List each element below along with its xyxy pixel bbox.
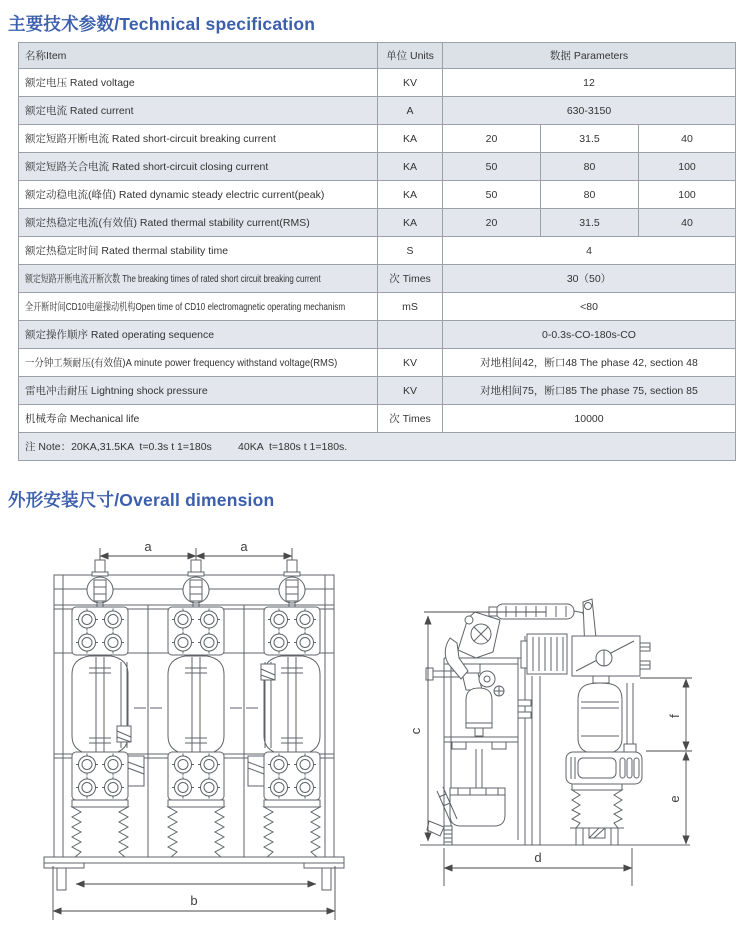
spec-value-cell: 630-3150 [443, 97, 736, 125]
spec-units-cell: KA [378, 125, 443, 153]
spec-item-text: 一分钟工频耐压(有效值)A minute power frequency withstand voltage(RMS) [25, 357, 338, 369]
spec-row [19, 69, 736, 97]
spec-item-cell [19, 153, 378, 181]
spec-value-cell: 10000 [443, 405, 736, 433]
spec-item-text: 额定热稳定时间 Rated thermal stability time [25, 245, 229, 257]
spec-item-cell [19, 377, 378, 405]
spec-units-cell: KA [378, 153, 443, 181]
spec-row [19, 321, 736, 349]
spec-value-cell: 100 [639, 181, 736, 209]
spec-units-cell: KV [378, 349, 443, 377]
dimension-f [640, 678, 692, 751]
spec-row [19, 153, 736, 181]
spec-item-text: 雷电冲击耐压 Lightning shock pressure [25, 385, 208, 397]
spec-item-cell [19, 265, 378, 293]
page-title-overall-dimension: 外形安装尺寸/Overall dimension [8, 490, 275, 510]
spec-value-cell: 80 [541, 153, 639, 181]
spec-units-cell: KA [378, 209, 443, 237]
spec-units-cell: S [378, 237, 443, 265]
dim-label-d: d [534, 850, 542, 865]
spec-row [19, 237, 736, 265]
spec-value-cell: <80 [443, 293, 736, 321]
spec-units-cell: KA [378, 181, 443, 209]
spec-item-cell [19, 181, 378, 209]
spec-row [19, 349, 736, 377]
dim-label-b: b [190, 893, 198, 908]
spec-value-cell: 50 [443, 181, 541, 209]
table-note: 注 Note：20KA,31.5KA t=0.3s t 1=180s 40KA t=180s t 1=180s. [19, 433, 736, 461]
spec-item-text: 额定短路关合电流 Rated short-circuit closing current [25, 161, 269, 173]
spec-item-cell [19, 321, 378, 349]
spec-item-cell [19, 125, 378, 153]
spec-table [18, 42, 736, 461]
spec-value-cell: 40 [639, 209, 736, 237]
side-view-drawing [405, 585, 705, 895]
spec-item-cell [19, 405, 378, 433]
spec-value-cell: 40 [639, 125, 736, 153]
table-note-row [19, 433, 736, 461]
spec-value-cell: 31.5 [541, 209, 639, 237]
header-parameters: 数据 Parameters [443, 43, 736, 69]
spec-units-cell: KV [378, 377, 443, 405]
spec-row [19, 377, 736, 405]
spec-value-cell: 31.5 [541, 125, 639, 153]
spec-row [19, 97, 736, 125]
front-view-drawing [30, 540, 350, 932]
spec-units-cell: 次 Times [378, 405, 443, 433]
spec-header-row [19, 43, 736, 69]
spec-value-cell: 20 [443, 209, 541, 237]
dim-label-c: c [408, 727, 423, 735]
spec-value-cell: 30（50） [443, 265, 736, 293]
spec-value-cell: 50 [443, 153, 541, 181]
spec-value-cell: 4 [443, 237, 736, 265]
header-item: 名称Item [19, 43, 378, 69]
spec-row [19, 405, 736, 433]
dim-label-a1: a [144, 539, 152, 554]
spec-item-text: 机械寿命 Mechanical life [25, 413, 140, 425]
dim-label-f: f [667, 714, 682, 718]
spec-item-text: 全开断时间CD10电磁操动机构Open time of CD10 electromagnetic operating mechanism [25, 301, 346, 313]
spec-row [19, 265, 736, 293]
spec-item-cell [19, 237, 378, 265]
spec-item-text: 额定动稳电流(峰值) Rated dynamic steady electric current(peak) [25, 189, 325, 201]
spec-value-cell: 对地相间75，断口85 The phase 75, section 85 [443, 377, 736, 405]
spec-item-cell [19, 293, 378, 321]
spec-value-cell: 100 [639, 153, 736, 181]
spec-item-text: 额定操作顺序 Rated operating sequence [25, 329, 215, 341]
spec-row [19, 293, 736, 321]
spec-units-cell: mS [378, 293, 443, 321]
spec-item-text: 额定热稳定电流(有效值) Rated thermal stability current(RMS) [25, 217, 310, 229]
spec-row [19, 181, 736, 209]
spec-item-cell [19, 97, 378, 125]
spec-item-text: 额定短路开断电流 Rated short-circuit breaking current [25, 133, 276, 145]
page-title-technical-spec: 主要技术参数/Technical specification [8, 14, 316, 34]
spec-item-cell [19, 69, 378, 97]
spec-units-cell: KV [378, 69, 443, 97]
dim-label-a2: a [240, 539, 248, 554]
spec-value-cell: 0-0.3s-CO-180s-CO [443, 321, 736, 349]
spec-item-cell [19, 349, 378, 377]
header-units: 单位 Units [378, 43, 443, 69]
spec-value-cell: 20 [443, 125, 541, 153]
spec-units-cell [378, 321, 443, 349]
spec-units-cell: 次 Times [378, 265, 443, 293]
spec-units-cell: A [378, 97, 443, 125]
spec-row [19, 125, 736, 153]
spec-item-cell [19, 209, 378, 237]
spec-value-cell: 80 [541, 181, 639, 209]
spec-item-text: 额定电流 Rated current [25, 105, 134, 117]
spec-item-text: 额定电压 Rated voltage [25, 77, 135, 89]
base-and-feet [44, 857, 344, 890]
spec-item-text: 额定短路开断电流开断次数 The breaking times of rated short circuit breaking current [25, 273, 321, 285]
spec-row [19, 209, 736, 237]
dim-label-e: e [667, 795, 682, 803]
spec-table-body [19, 69, 736, 461]
spec-value-cell: 12 [443, 69, 736, 97]
spec-value-cell: 对地相间42，断口48 The phase 42, section 48 [443, 349, 736, 377]
